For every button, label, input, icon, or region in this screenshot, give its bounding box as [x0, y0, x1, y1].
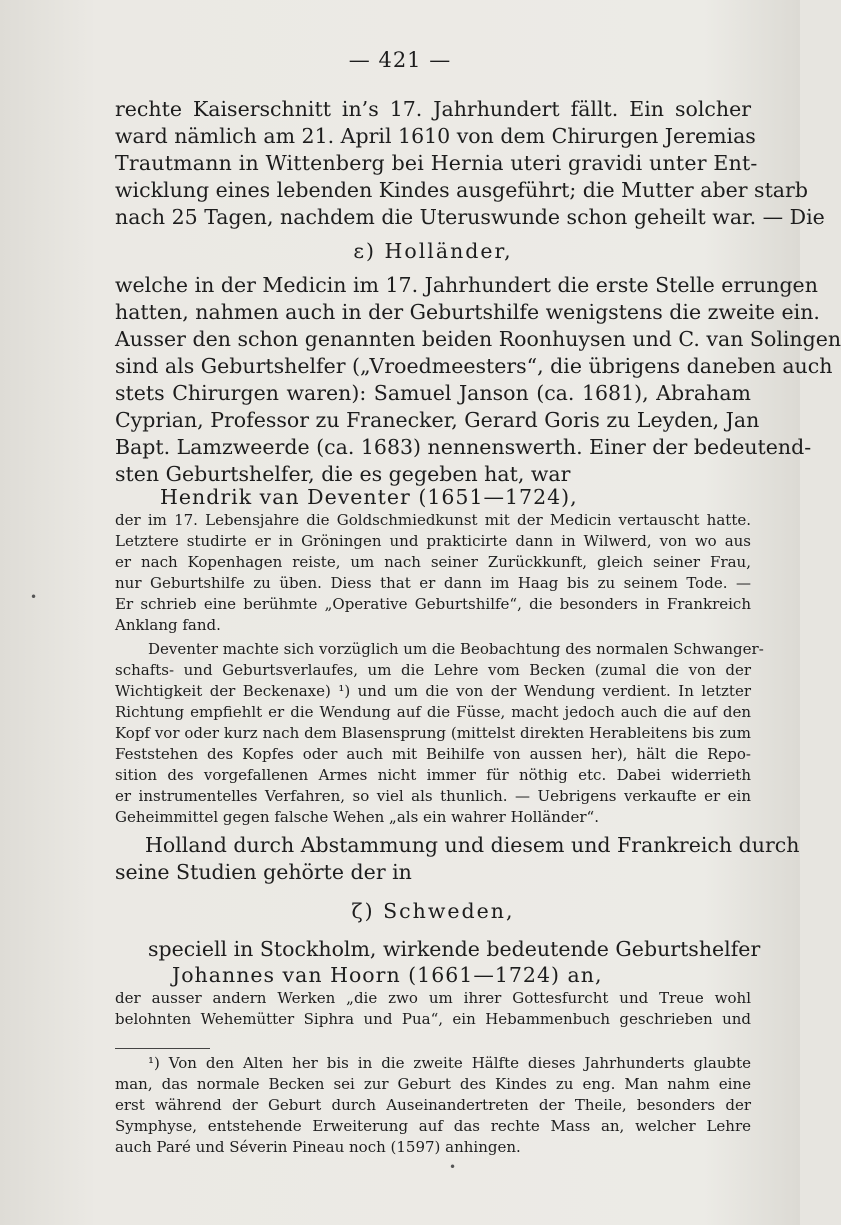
- small-text-line: Er schrieb eine berühmte „Operative Geburtshilfe“, die besonders in Frankreich: [115, 595, 751, 613]
- section-heading: ε) Holländer,: [353, 239, 513, 263]
- small-text-line: sition des vorgefallenen Armes nicht immer für nöthig etc. Dabei widerrieth: [115, 766, 751, 784]
- small-text-line: Richtung empfiehlt er die Wendung auf die Füsse, macht jedoch auch die auf den: [115, 703, 751, 721]
- person-heading: Johannes van Hoorn (1661—1724) an,: [172, 963, 603, 987]
- text-line: Cyprian, Professor zu Franecker, Gerard Goris zu Leyden, Jan: [115, 408, 760, 432]
- text-line: hatten, nahmen auch in der Geburtshilfe wenigstens die zweite ein.: [115, 300, 820, 324]
- small-text-line: Letztere studirte er in Gröningen und prakticirte dann in Wilwerd, von wo aus: [115, 532, 751, 550]
- text-line: Holland durch Abstammung und diesem und Frankreich durch: [145, 833, 800, 857]
- ink-speck: •: [30, 590, 38, 604]
- small-text-line: schafts- und Geburtsverlaufes, um die Lehre vom Becken (zumal die von der: [115, 661, 751, 679]
- text-line: Ausser den schon genannten beiden Roonhuysen und C. van Solingen: [115, 327, 841, 351]
- small-text-line: Deventer machte sich vorzüglich um die Beobachtung des normalen Schwanger-: [148, 640, 764, 658]
- text-line: wicklung eines lebenden Kindes ausgeführt; die Mutter aber starb: [115, 178, 808, 202]
- text-line: Trautmann in Wittenberg bei Hernia uteri gravidi unter Ent-: [115, 151, 758, 175]
- small-text-line: Geheimmittel gegen falsche Wehen „als ein wahrer Holländer“.: [115, 808, 599, 826]
- small-text-line: Kopf vor oder kurz nach dem Blasensprung (mittelst direkten Herableitens bis zum: [115, 724, 751, 742]
- small-text-line: der ausser andern Werken „die zwo um ihrer Gottesfurcht und Treue wohl: [115, 989, 751, 1007]
- page-number: — 421 —: [348, 48, 452, 72]
- footnote-line: man, das normale Becken sei zur Geburt des Kindes zu eng. Man nahm eine: [115, 1075, 751, 1093]
- footnote-line: Symphyse, entstehende Erweiterung auf das rechte Mass an, welcher Lehre: [115, 1117, 751, 1135]
- ink-speck: •: [449, 1160, 457, 1174]
- text-line: sten Geburtshelfer, die es gegeben hat, war: [115, 462, 571, 486]
- small-text-line: Feststehen des Kopfes oder auch mit Beihilfe von aussen her), hält die Repo-: [115, 745, 751, 763]
- small-text-line: belohnten Wehemütter Siphra und Pua“, ein Hebammenbuch geschrieben und: [115, 1010, 751, 1028]
- text-line: welche in der Medicin im 17. Jahrhundert die erste Stelle errungen: [115, 273, 818, 297]
- footnote-line: auch Paré und Séverin Pineau noch (1597) anhingen.: [115, 1138, 521, 1156]
- section-heading: ζ) Schweden,: [351, 899, 515, 923]
- small-text-line: der im 17. Lebensjahre die Goldschmiedkunst mit der Medicin vertauscht hatte.: [115, 511, 751, 529]
- text-line: Bapt. Lamzweerde (ca. 1683) nennenswerth. Einer der bedeutend-: [115, 435, 812, 459]
- text-line: nach 25 Tagen, nachdem die Uteruswunde schon geheilt war. — Die: [115, 205, 825, 229]
- text-line: sind als Geburtshelfer („Vroedmeesters“, die übrigens daneben auch: [115, 354, 833, 378]
- text-line: ward nämlich am 21. April 1610 von dem Chirurgen Jeremias: [115, 124, 756, 148]
- text-line: speciell in Stockholm, wirkende bedeutende Geburtshelfer: [148, 937, 761, 961]
- small-text-line: nur Geburtshilfe zu üben. Diess that er dann im Haag bis zu seinem Tode. —: [115, 574, 751, 592]
- small-text-line: er nach Kopenhagen reiste, um nach seiner Zurückkunft, gleich seiner Frau,: [115, 553, 751, 571]
- small-text-line: Wichtigkeit der Beckenaxe) ¹) und um die von der Wendung verdient. In letzter: [115, 682, 751, 700]
- footnote-rule: [115, 1048, 210, 1049]
- footnote-line: erst während der Geburt durch Auseinandertreten der Theile, besonders der: [115, 1096, 751, 1114]
- text-line: rechte Kaiserschnitt in’s 17. Jahrhundert fällt. Ein solcher: [115, 97, 751, 121]
- footnote-line: ¹) Von den Alten her bis in die zweite Hälfte dieses Jahrhunderts glaubte: [148, 1054, 751, 1072]
- text-line: seine Studien gehörte der in: [115, 860, 412, 884]
- small-text-line: Anklang fand.: [115, 616, 221, 634]
- person-heading: Hendrik van Deventer (1651—1724),: [160, 485, 578, 509]
- text-line: stets Chirurgen waren): Samuel Janson (ca. 1681), Abraham: [115, 381, 751, 405]
- small-text-line: er instrumentelles Verfahren, so viel als thunlich. — Uebrigens verkaufte er ein: [115, 787, 751, 805]
